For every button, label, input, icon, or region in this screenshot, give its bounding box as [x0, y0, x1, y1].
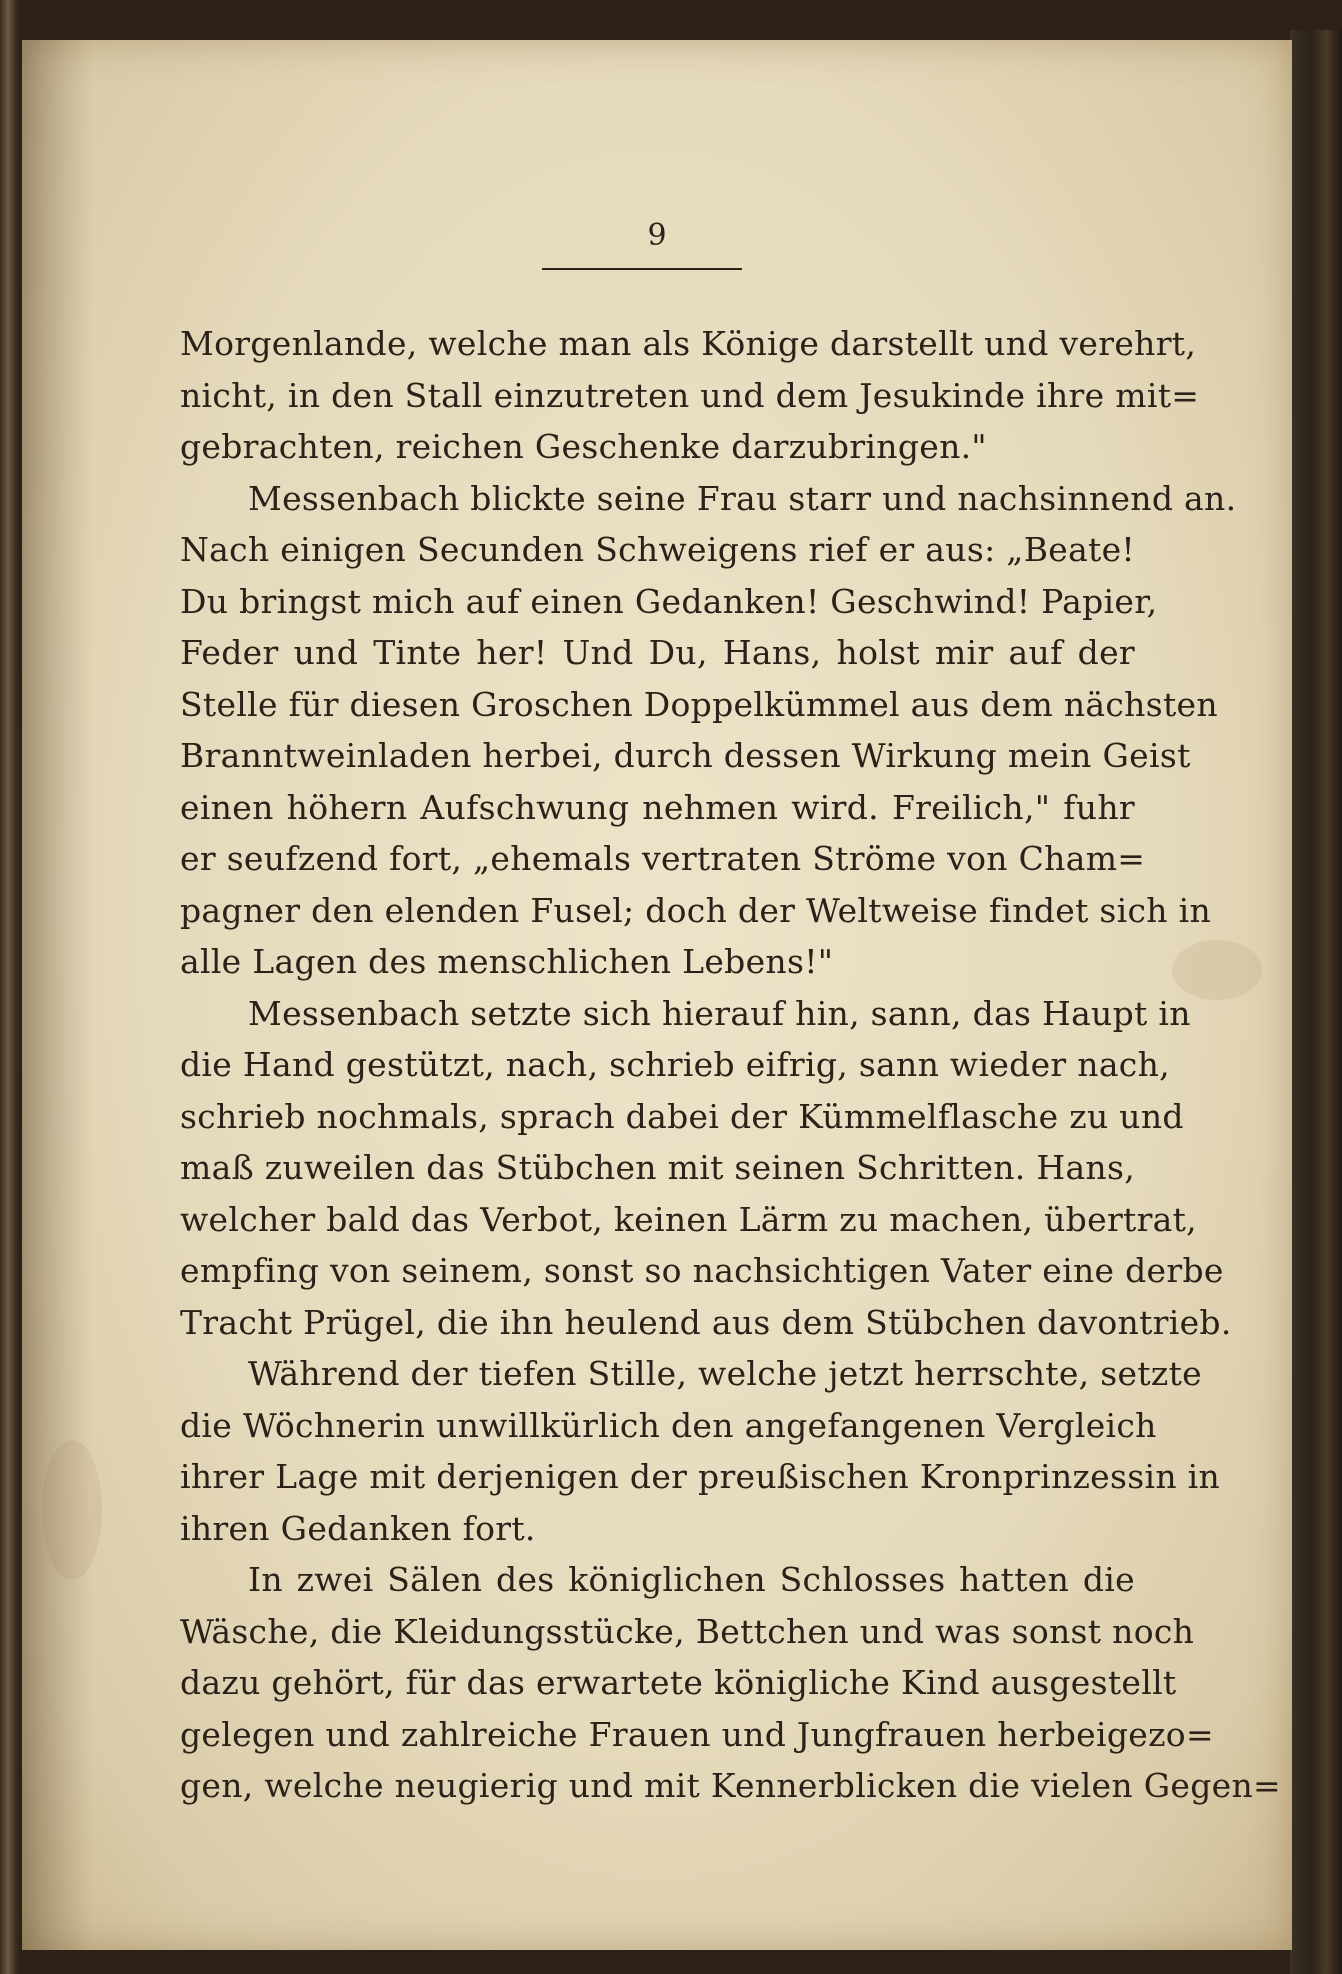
text-line: welcher bald das Verbot, keinen Lärm zu machen, übertrat, [180, 1199, 1197, 1239]
text-line: gebrachten, reichen Geschenke darzubringen." [180, 427, 987, 466]
text-line: alle Lagen des menschlichen Lebens!" [180, 942, 834, 981]
text-line: er seufzend fort, „ehemals vertraten Ströme von Cham= [180, 839, 1146, 878]
text-line: Du bringst mich auf einen Gedanken! Geschwind! Papier, [180, 581, 1158, 621]
text-line: Messenbach setzte sich hierauf hin, sann, das Haupt in [248, 993, 1191, 1033]
text-line: Branntweinladen herbei, durch dessen Wirkung mein Geist [180, 736, 1191, 775]
text-line: Tracht Prügel, die ihn heulend aus dem Stübchen davontrieb. [180, 1302, 1232, 1342]
text-line: empfing von seinem, sonst so nachsichtigen Vater eine derbe [180, 1251, 1224, 1290]
text-line: gelegen und zahlreiche Frauen und Jungfrauen herbeigezo= [180, 1714, 1214, 1754]
text-line: ihren Gedanken fort. [180, 1508, 536, 1548]
text-line: maß zuweilen das Stübchen mit seinen Schritten. Hans, [180, 1148, 1135, 1187]
header-rule [542, 268, 742, 270]
book-page [22, 40, 1292, 1950]
paper-stain [42, 1440, 102, 1580]
text-line: ihrer Lage mit derjenigen der preußischen Kronprinzessin in [180, 1457, 1221, 1496]
spine-shadow [22, 40, 92, 1950]
text-line: dazu gehört, für das erwartete königliche Kind ausgestellt [180, 1663, 1177, 1702]
text-line: Wäsche, die Kleidungsstücke, Bettchen und was sonst noch [180, 1611, 1195, 1651]
text-line: schrieb nochmals, sprach dabei der Kümmelflasche zu und [180, 1096, 1184, 1136]
book-cover-edge [1290, 30, 1342, 1974]
text-line: Nach einigen Secunden Schweigens rief er aus: „Beate! [180, 530, 1135, 569]
text-line: Morgenlande, welche man als Könige darstellt und verehrt, [180, 324, 1197, 363]
text-line: nicht, in den Stall einzutreten und dem Jesukinde ihre mit= [180, 375, 1200, 415]
body-text [180, 318, 1281, 1812]
text-line: Stelle für diesen Groschen Doppelkümmel aus dem nächsten [180, 684, 1218, 724]
text-line: Feder und Tinte her! Und Du, Hans, holst mir auf der [180, 633, 1135, 672]
text-line: Messenbach blickte seine Frau starr und nachsinnend an. [248, 478, 1237, 518]
text-line: die Hand gestützt, nach, schrieb eifrig, sann wieder nach, [180, 1045, 1170, 1084]
page-number: 9 [647, 218, 667, 253]
text-line: Während der tiefen Stille, welche jetzt herrschte, setzte [248, 1354, 1202, 1393]
text-line: die Wöchnerin unwillkürlich den angefangenen Vergleich [180, 1405, 1157, 1445]
text-line: pagner den elenden Fusel; doch der Weltweise findet sich in [180, 890, 1212, 930]
text-line: gen, welche neugierig und mit Kennerblicken die vielen Gegen= [180, 1766, 1281, 1805]
text-line: einen höhern Aufschwung nehmen wird. Freilich," fuhr [180, 787, 1135, 827]
text-line: In zwei Sälen des königlichen Schlosses hatten die [248, 1560, 1135, 1599]
